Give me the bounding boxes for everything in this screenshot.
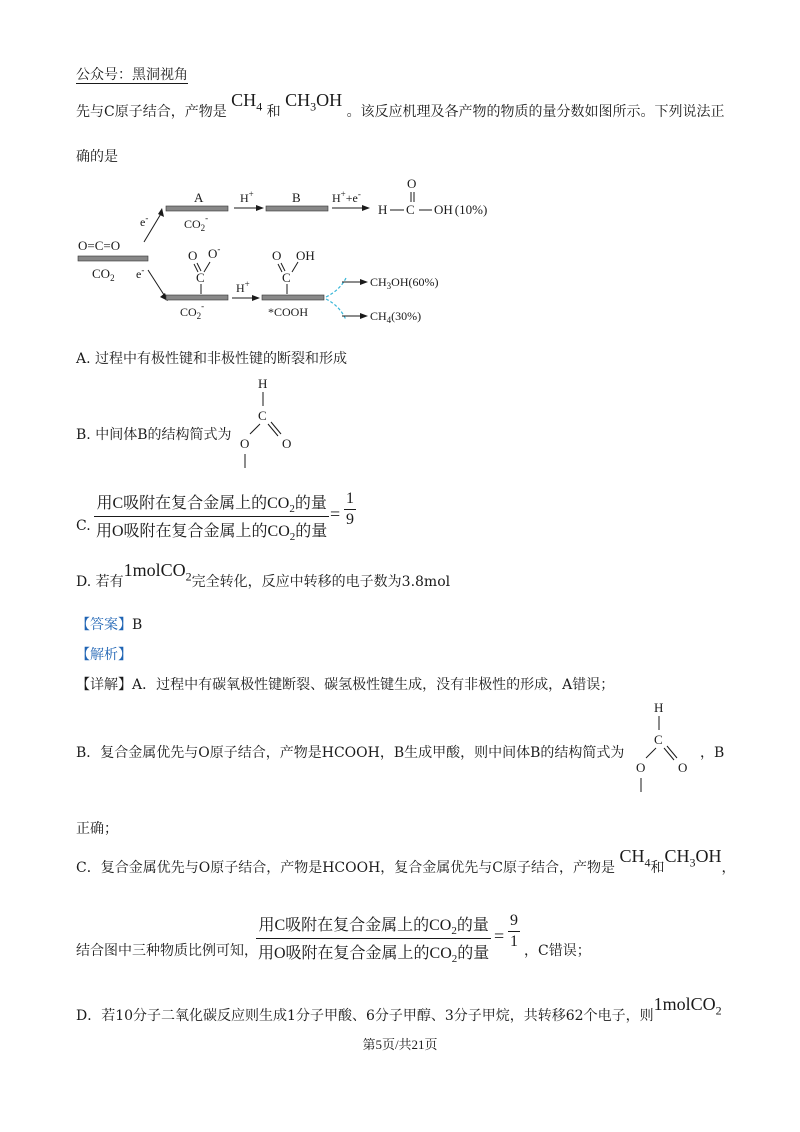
formic-C: C [406,202,415,217]
h-plus-e: H++e- [332,189,361,205]
option-C-label: C. [76,518,91,534]
detail-C2-fraction: 用C吸附在复合金属上的$CO_2$的量 用O吸附在复合金属上的$CO_2$的量 [258,917,490,966]
detail-A: 【详解】A．过程中有碳氧极性键断裂、碳氢极性键生成，没有非极性的形成，A错误； [76,677,615,693]
detail-C2-ratio: 9 1 [510,912,518,950]
h-plus-bottom: H+ [236,279,250,295]
detail-B-tail: ，B [700,745,725,761]
mid-O-left: O [188,248,198,263]
mid-co2-minus: $CO_2^-$ [180,301,205,321]
formic-O-top: O [407,176,417,191]
detail-D: D．若10分子二氧化碳反应则生成1分子甲酸、6分子甲醇、3分子甲烷，共转移62个电子，则1molCO$_2$ [76,994,722,1024]
option-C-ratio: 1 9 [346,490,354,528]
formic-OH-pct: OH (10%) [434,202,488,217]
detail-C2-prefix: 结合图中三种物质比例可知， [76,943,258,959]
analysis-label: 【解析】 [76,647,132,663]
intro-suffix: 。该反应机理及各产物的物质的量分数如图所示。下列说法正 [346,104,725,120]
cooh-surface-bar [262,295,324,300]
detail-C2-equals: = [494,926,505,946]
svg-text:C: C [258,408,267,423]
header-label: 公众号：黑洞视角 [76,67,188,83]
option-C-equals: = [330,504,341,524]
cooh-C: C [282,270,291,285]
mid-C: C [196,270,205,285]
svg-text:C: C [654,732,663,747]
e-minus-bottom: e- [136,265,145,281]
ch4-formula: $CH_4$ [231,90,263,114]
detail-B-structure [628,696,698,796]
intermediate-A: A [194,190,204,205]
intro-line-1 [76,90,725,125]
branch-dash-up [326,278,346,297]
mid-O-right: O- [208,244,221,261]
cooh-O: O [272,248,282,263]
intro-and: 和 [266,104,281,120]
svg-text:H: H [654,700,664,715]
intro-line-2: 确的是 [76,149,118,165]
co2-formula: O=C=O [78,238,121,253]
ch3oh-formula: $CH_3OH$ [285,90,343,114]
detail-C2-suffix: ，C错误； [524,943,591,959]
co2-surface-bar [78,256,148,261]
ch4-product: $CH_4(30\%)$ [370,309,422,325]
A-co2-minus: $CO_2^-$ [184,213,209,233]
detail-B: B．复合金属优先与O原子结合，产物是HCOOH，B生成甲酸，则中间体B的结构简式为 [76,745,625,761]
svg-text:H: H [258,376,268,391]
svg-text:O: O [678,760,688,775]
arrow-down [148,270,166,298]
detail-B-correct: 正确； [76,821,118,837]
option-B-text: B. 中间体B的结构简式为 [76,427,232,443]
formic-H: H [378,202,388,217]
option-A: A. 过程中有极性键和非极性键的断裂和形成 [76,351,348,367]
option-D: D. 若有1molCO$_2$完全转化，反应中转移的电子数为3.8mol [76,560,451,590]
h-plus-top: H+ [240,189,254,205]
e-minus-top: e- [140,213,149,229]
svg-text:O: O [240,436,250,451]
reaction-mechanism-diagram [70,170,490,330]
page-footer: 第5页/共21页 [362,1037,438,1052]
cooh-OH: OH [296,248,315,263]
ch3oh-product: $CH_3OH(60\%)$ [370,275,439,291]
option-C-fraction: 用C吸附在复合金属上的$CO_2$的量 用O吸附在复合金属上的$CO_2$的量 [96,495,328,544]
branch-dash-down [326,299,346,320]
intermediate-B: B [292,190,301,205]
co2-label: $CO_2$ [92,266,115,283]
A-surface-bar [166,206,228,211]
cooh-label: *COOH [268,305,309,319]
detail-C: C．复合金属优先与O原子结合，产物是HCOOH，复合金属优先与C原子结合，产物是 $CH_4$和$CH_3OH$， [76,846,736,876]
intro-prefix: 先与C原子结合，产物是 [76,104,227,120]
svg-text:O: O [636,760,646,775]
svg-text:O: O [282,436,292,451]
mid-surface-bar [166,295,228,300]
option-B-structure [228,372,308,472]
answer: 【答案】B [76,617,143,633]
B-surface-bar [266,206,328,211]
